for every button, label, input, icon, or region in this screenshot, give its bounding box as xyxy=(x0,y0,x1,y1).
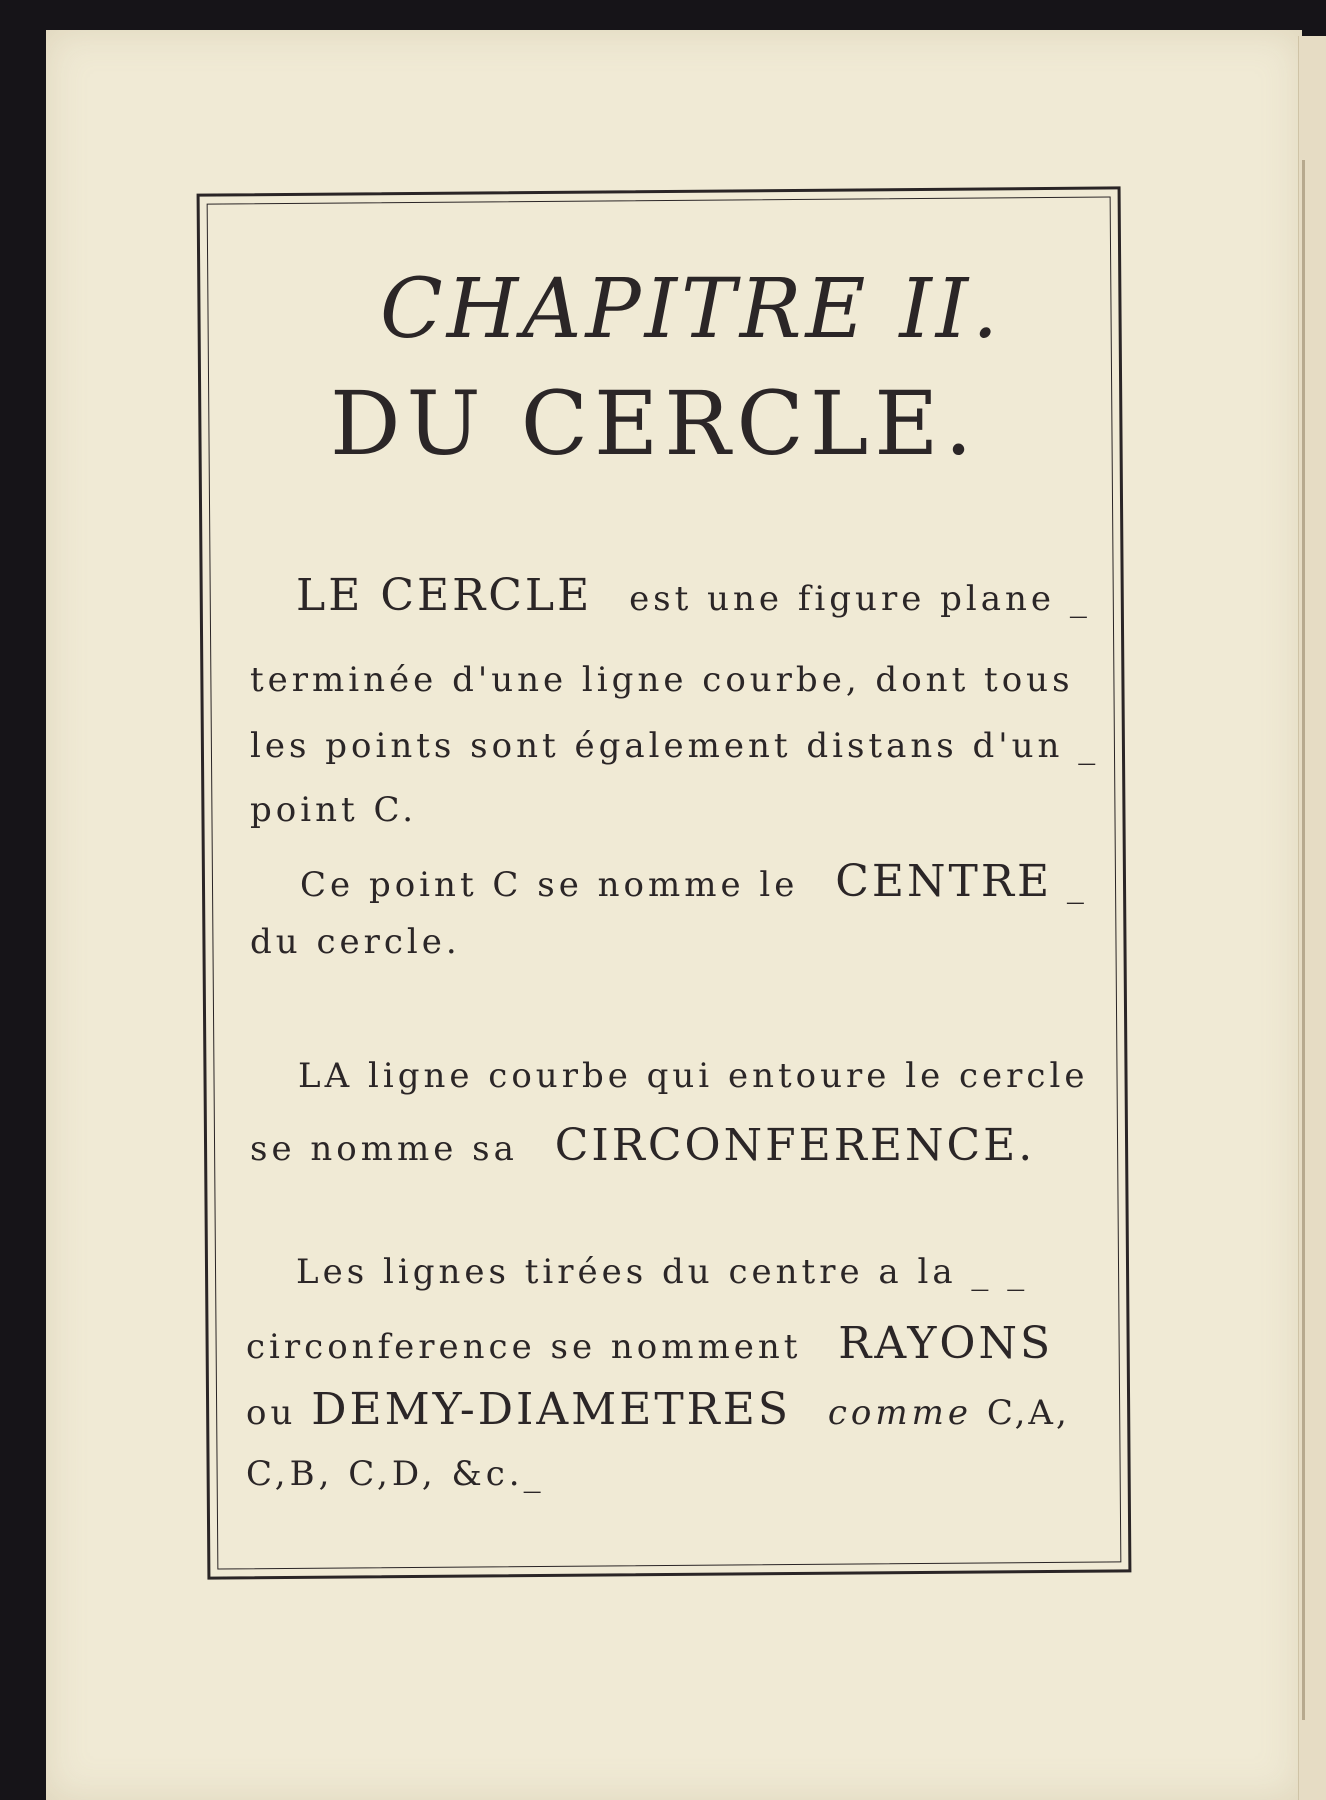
paragraph1-line1-rest: est une figure plane _ xyxy=(629,579,1091,619)
paragraph4-line3 xyxy=(246,1384,1070,1435)
paragraph1-line1 xyxy=(296,570,1091,621)
paragraph4-line4: C,B, C,D, &c._ xyxy=(246,1454,545,1494)
paragraph2-line1-start: Ce point C se nomme le xyxy=(300,865,799,905)
paragraph2-line1 xyxy=(300,856,1088,907)
paragraph4-line3-italic: comme xyxy=(827,1393,972,1433)
term-centre: CENTRE xyxy=(835,856,1053,907)
paragraph4-line2 xyxy=(246,1318,1053,1369)
term-demy-diametres: DEMY-DIAMETRES xyxy=(311,1384,792,1435)
paragraph4-line2-start: circonference se nomment xyxy=(246,1327,802,1367)
paragraph4-line3-end: C,A, xyxy=(986,1393,1070,1433)
term-circonference: CIRCONFERENCE. xyxy=(554,1120,1036,1171)
paragraph1-line2: terminée d'une ligne courbe, dont tous xyxy=(250,660,1074,700)
paragraph4-line3-start: ou xyxy=(246,1393,297,1433)
chapter-subtitle: DU CERCLE. xyxy=(330,372,979,475)
paragraph4-line1: Les lignes tirées du centre a la _ _ xyxy=(296,1252,1029,1292)
paragraph2-line2: du cercle. xyxy=(250,922,461,962)
paragraph2-line1-end: _ xyxy=(1066,865,1088,905)
term-le-cercle: LE CERCLE xyxy=(296,570,593,621)
paragraph3-line1: LA ligne courbe qui entoure le cercle xyxy=(298,1056,1089,1096)
paragraph1-line4: point C. xyxy=(250,790,418,830)
page-gutter-shadow xyxy=(1302,160,1305,1720)
term-rayons: RAYONS xyxy=(838,1318,1054,1369)
chapter-title: CHAPITRE II. xyxy=(380,262,1003,357)
paragraph3-line2-start: se nomme sa xyxy=(250,1129,518,1169)
paragraph3-line2 xyxy=(250,1120,1035,1171)
paragraph1-line3: les points sont également distans d'un _ xyxy=(250,726,1100,766)
